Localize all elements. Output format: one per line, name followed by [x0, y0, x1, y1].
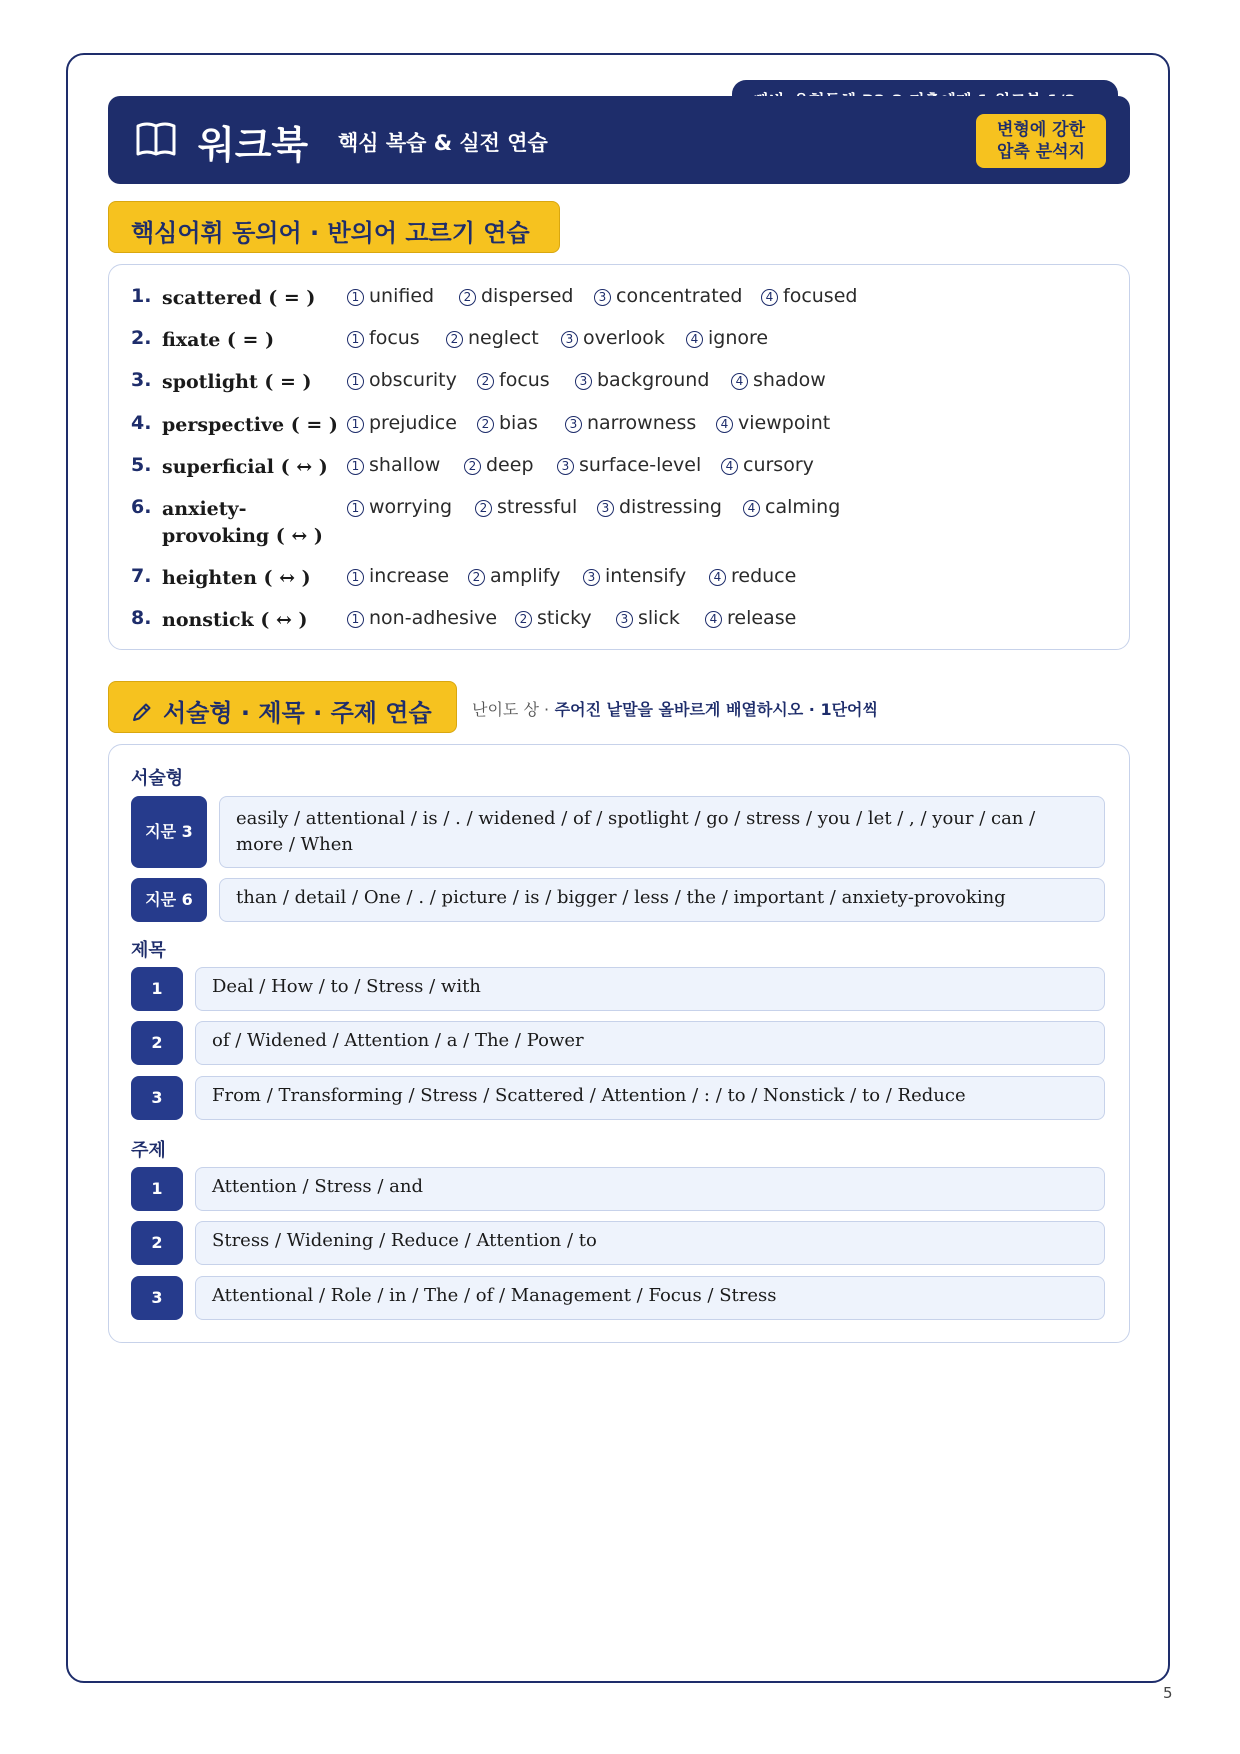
- vocab-option[interactable]: 3 distressing: [597, 496, 722, 518]
- circled-number-icon: 1: [347, 500, 364, 517]
- vocab-number: 7.: [131, 565, 152, 587]
- circled-number-icon: 1: [347, 416, 364, 433]
- page-subtitle: 핵심 복습 & 실전 연습: [338, 131, 548, 155]
- vocab-word: perspective ( = ): [162, 414, 338, 436]
- difficulty-label: 난이도 상 ·: [472, 700, 550, 719]
- page-title: 워크북: [198, 123, 309, 167]
- theme-number-chip: 3: [131, 1276, 183, 1320]
- circled-number-icon: 4: [705, 611, 722, 628]
- vocab-number: 1.: [131, 285, 152, 307]
- header-badge: [976, 114, 1106, 168]
- circled-number-icon: 3: [575, 373, 592, 390]
- circled-number-icon: 3: [594, 289, 611, 306]
- circled-number-icon: 1: [347, 289, 364, 306]
- vocab-option[interactable]: 1 prejudice: [347, 412, 457, 434]
- circled-number-icon: 1: [347, 373, 364, 390]
- circled-number-icon: 4: [761, 289, 778, 306]
- vocab-option[interactable]: 1 shallow: [347, 454, 440, 476]
- vocab-number: 6.: [131, 496, 152, 518]
- circled-number-icon: 3: [557, 458, 574, 475]
- vocab-option[interactable]: 3 overlook: [561, 327, 665, 349]
- instruction-text: 주어진 낱말을 올바르게 배열하시오 · 1단어씩: [554, 700, 878, 719]
- vocab-number: 3.: [131, 369, 152, 391]
- vocab-option[interactable]: 3 background: [575, 369, 709, 391]
- vocab-option[interactable]: 2 amplify: [468, 565, 560, 587]
- vocab-option[interactable]: 2 deep: [464, 454, 534, 476]
- essay-label: 서술형: [131, 768, 184, 789]
- vocab-option[interactable]: 3 surface-level: [557, 454, 701, 476]
- vocab-word: anxiety-provoking ( ↔ ): [162, 498, 323, 547]
- vocab-option[interactable]: 3 intensify: [583, 565, 686, 587]
- vocab-option[interactable]: 4 shadow: [731, 369, 826, 391]
- circled-number-icon: 2: [464, 458, 481, 475]
- practice-instruction: [472, 697, 878, 720]
- essay-scramble-box[interactable]: easily / attentional / is / . / widened / of / spotlight / go / stress / you / let / , / your / can / more / When: [219, 796, 1105, 868]
- circled-number-icon: 4: [721, 458, 738, 475]
- vocab-option[interactable]: 3 slick: [616, 607, 680, 629]
- passage-chip: 지문 3: [131, 796, 207, 868]
- vocab-word: nonstick ( ↔ ): [162, 609, 308, 631]
- vocab-option[interactable]: 4 ignore: [686, 327, 768, 349]
- title-scramble-box[interactable]: From / Transforming / Stress / Scattered / Attention / : / to / Nonstick / to / Reduce: [195, 1076, 1105, 1120]
- circled-number-icon: 3: [561, 331, 578, 348]
- circled-number-icon: 2: [477, 416, 494, 433]
- vocab-option[interactable]: 3 concentrated: [594, 285, 742, 307]
- theme-scramble-box[interactable]: Attentional / Role / in / The / of / Management / Focus / Stress: [195, 1276, 1105, 1320]
- vocab-option[interactable]: 4 viewpoint: [716, 412, 830, 434]
- title-scramble-box[interactable]: of / Widened / Attention / a / The / Power: [195, 1021, 1105, 1065]
- vocab-number: 2.: [131, 327, 152, 349]
- practice-section-label: 서술형 · 제목 · 주제 연습: [163, 699, 432, 727]
- vocab-option[interactable]: 2 stressful: [475, 496, 577, 518]
- circled-number-icon: 3: [583, 569, 600, 586]
- title-number-chip: 3: [131, 1076, 183, 1120]
- circled-number-icon: 1: [347, 458, 364, 475]
- circled-number-icon: 3: [565, 416, 582, 433]
- theme-scramble-box[interactable]: Attention / Stress / and: [195, 1167, 1105, 1211]
- circled-number-icon: 4: [709, 569, 726, 586]
- vocab-option[interactable]: 1 increase: [347, 565, 449, 587]
- title-number-chip: 2: [131, 1021, 183, 1065]
- vocab-word: spotlight ( = ): [162, 371, 312, 393]
- essay-scramble-box[interactable]: than / detail / One / . / picture / is / bigger / less / the / important / anxiety-provoking: [219, 878, 1105, 922]
- vocab-option[interactable]: 3 narrowness: [565, 412, 696, 434]
- theme-label: 주제: [131, 1140, 166, 1161]
- vocab-word: heighten ( ↔ ): [162, 567, 311, 589]
- vocab-option[interactable]: 4 focused: [761, 285, 857, 307]
- vocab-option[interactable]: 2 bias: [477, 412, 538, 434]
- vocab-option[interactable]: 2 focus: [477, 369, 550, 391]
- vocab-option[interactable]: 1 unified: [347, 285, 434, 307]
- passage-chip: 지문 6: [131, 878, 207, 922]
- circled-number-icon: 4: [686, 331, 703, 348]
- vocab-option[interactable]: 1 non-adhesive: [347, 607, 497, 629]
- circled-number-icon: 2: [515, 611, 532, 628]
- title-scramble-box[interactable]: Deal / How / to / Stress / with: [195, 967, 1105, 1011]
- theme-number-chip: 2: [131, 1221, 183, 1265]
- vocab-option[interactable]: 4 cursory: [721, 454, 814, 476]
- pencil-icon: [131, 701, 153, 723]
- title-label: 제목: [131, 940, 166, 961]
- circled-number-icon: 4: [731, 373, 748, 390]
- vocab-option[interactable]: 2 dispersed: [459, 285, 573, 307]
- title-number-chip: 1: [131, 967, 183, 1011]
- vocab-number: 5.: [131, 454, 152, 476]
- theme-number-chip: 1: [131, 1167, 183, 1211]
- circled-number-icon: 2: [446, 331, 463, 348]
- circled-number-icon: 1: [347, 611, 364, 628]
- circled-number-icon: 3: [597, 500, 614, 517]
- vocab-word: fixate ( = ): [162, 329, 275, 351]
- vocab-option[interactable]: 4 release: [705, 607, 796, 629]
- practice-section-title: [108, 681, 457, 733]
- vocab-option[interactable]: 2 neglect: [446, 327, 539, 349]
- circled-number-icon: 2: [459, 289, 476, 306]
- vocab-option[interactable]: 1 obscurity: [347, 369, 457, 391]
- circled-number-icon: 2: [475, 500, 492, 517]
- circled-number-icon: 4: [743, 500, 760, 517]
- circled-number-icon: 4: [716, 416, 733, 433]
- vocab-number: 8.: [131, 607, 152, 629]
- practice-box: [108, 744, 1130, 1343]
- circled-number-icon: 1: [347, 331, 364, 348]
- vocab-section-title: 핵심어휘 동의어 · 반의어 고르기 연습: [108, 201, 560, 253]
- badge-line-1: 변형에 강한: [996, 120, 1086, 140]
- theme-scramble-box[interactable]: Stress / Widening / Reduce / Attention / to: [195, 1221, 1105, 1265]
- vocab-word: scattered ( = ): [162, 287, 316, 309]
- circled-number-icon: 1: [347, 569, 364, 586]
- vocab-option[interactable]: 4 reduce: [709, 565, 796, 587]
- vocab-option[interactable]: 1 focus: [347, 327, 420, 349]
- page-number: 5: [1163, 1684, 1173, 1702]
- circled-number-icon: 3: [616, 611, 633, 628]
- header-bar: [108, 96, 1130, 184]
- vocab-option[interactable]: 1 worrying: [347, 496, 452, 518]
- book-open-icon: [136, 122, 176, 158]
- vocab-box: [108, 264, 1130, 650]
- vocab-word: superficial ( ↔ ): [162, 456, 328, 478]
- circled-number-icon: 2: [477, 373, 494, 390]
- vocab-number: 4.: [131, 412, 152, 434]
- vocab-option[interactable]: 4 calming: [743, 496, 840, 518]
- circled-number-icon: 2: [468, 569, 485, 586]
- badge-line-2: 압축 분석지: [996, 142, 1086, 162]
- vocab-option[interactable]: 2 sticky: [515, 607, 592, 629]
